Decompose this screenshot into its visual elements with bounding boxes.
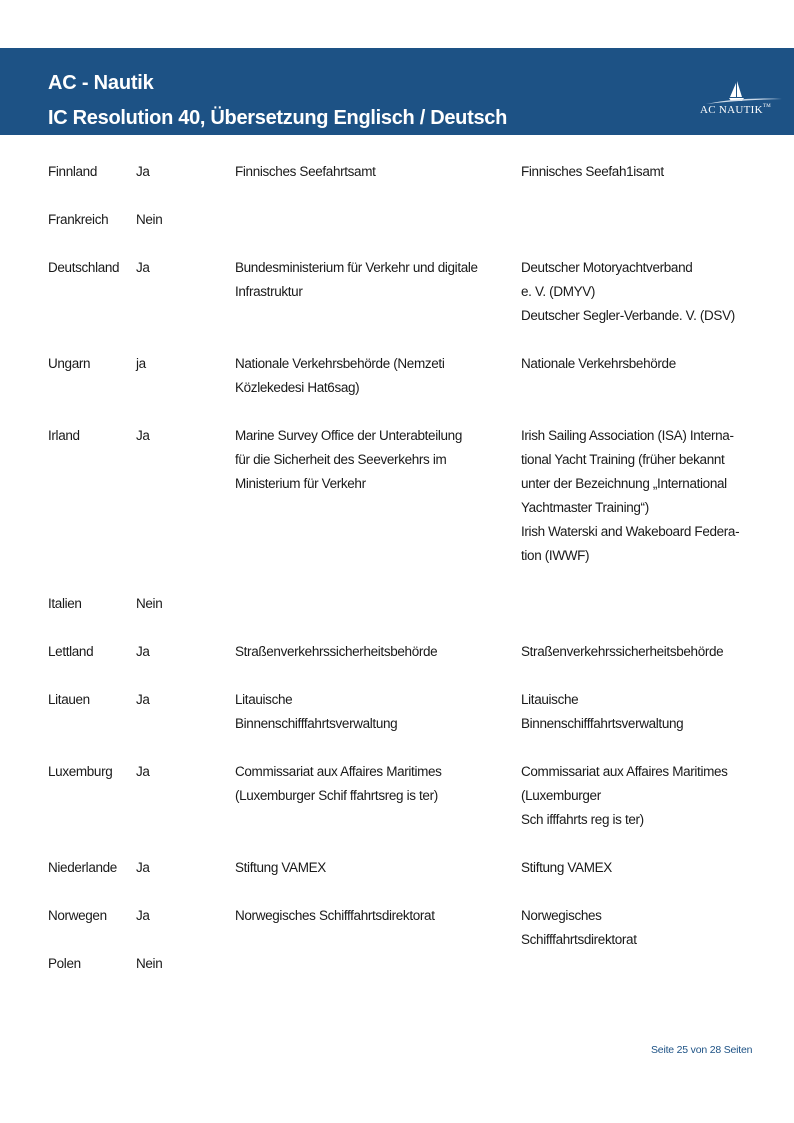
authority-cell (235, 688, 505, 736)
authority-line: für die Sicherheit des Seeverkehrs im (235, 448, 505, 472)
ac-nautik-logo (700, 80, 784, 120)
answer-cell: Ja (136, 640, 226, 664)
organization-line: Norwegisches (521, 904, 761, 928)
authority-cell (235, 256, 505, 304)
country-cell: Deutschland (48, 256, 136, 280)
sailboat-icon (700, 80, 784, 106)
authority-line: Straßenverkehrssicherheitsbehörde (235, 640, 505, 664)
organization-line: Sch ifffahrts reg is ter) (521, 808, 761, 832)
organization-line: (Luxemburger (521, 784, 761, 808)
authority-line: Finnisches Seefahrtsamt (235, 160, 505, 184)
authority-cell (235, 904, 505, 928)
organization-line: Irish Sailing Association (ISA) Interna- (521, 424, 761, 448)
organization-line: Straßenverkehrssicherheitsbehörde (521, 640, 761, 664)
authority-cell (235, 856, 505, 880)
organization-cell (521, 856, 761, 880)
answer-cell: Ja (136, 904, 226, 928)
answer-cell: Nein (136, 592, 226, 616)
country-cell: Frankreich (48, 208, 136, 232)
authority-line: Norwegisches Schifffahrtsdirektorat (235, 904, 505, 928)
organization-cell (521, 904, 761, 952)
answer-cell: Nein (136, 208, 226, 232)
organization-line: tion (IWWF) (521, 544, 761, 568)
organization-line: unter der Bezeichnung „International (521, 472, 761, 496)
answer-cell: Ja (136, 856, 226, 880)
organization-line: Nationale Verkehrsbehörde (521, 352, 761, 376)
authority-line: Marine Survey Office der Unterabteilung (235, 424, 505, 448)
answer-cell: Ja (136, 160, 226, 184)
authority-line: Stiftung VAMEX (235, 856, 505, 880)
organization-line: Litauische (521, 688, 761, 712)
authority-cell (235, 640, 505, 664)
authority-cell (235, 760, 505, 808)
organization-line: Irish Waterski and Wakeboard Federa- (521, 520, 761, 544)
answer-cell: Nein (136, 952, 226, 976)
organization-line: Schifffahrtsdirektorat (521, 928, 761, 952)
page-number: Seite 25 von 28 Seiten (651, 1044, 752, 1056)
country-cell: Norwegen (48, 904, 136, 928)
answer-cell: Ja (136, 424, 226, 448)
organization-line: tional Yacht Training (früher bekannt (521, 448, 761, 472)
authority-line: Infrastruktur (235, 280, 505, 304)
organization-line: Deutscher Segler-Verbande. V. (DSV) (521, 304, 761, 328)
authority-line: Commissariat aux Affaires Maritimes (235, 760, 505, 784)
country-cell: Polen (48, 952, 136, 976)
organization-line: Deutscher Motoryachtverband (521, 256, 761, 280)
authority-line: Litauische (235, 688, 505, 712)
answer-cell: Ja (136, 256, 226, 280)
country-cell: Irland (48, 424, 136, 448)
organization-line: Binnenschifffahrtsverwaltung (521, 712, 761, 736)
logo-text: AC NAUTIKTM (700, 104, 784, 116)
country-cell: Litauen (48, 688, 136, 712)
authority-cell (235, 424, 505, 496)
answer-cell: ja (136, 352, 226, 376)
authority-line: Közlekedesi Hat6sag) (235, 376, 505, 400)
header-title: AC - Nautik (48, 72, 154, 95)
header-subtitle: IC Resolution 40, Übersetzung Englisch / Deutsch (48, 107, 507, 130)
organization-line: Finnisches Seefah1isamt (521, 160, 761, 184)
authority-line: Bundesministerium für Verkehr und digitale (235, 256, 505, 280)
organization-cell (521, 352, 761, 376)
organization-cell (521, 640, 761, 664)
country-cell: Italien (48, 592, 136, 616)
organization-line: Yachtmaster Training“) (521, 496, 761, 520)
authority-cell (235, 352, 505, 400)
organization-cell (521, 424, 761, 568)
answer-cell: Ja (136, 760, 226, 784)
authority-line: (Luxemburger Schif ffahrtsreg is ter) (235, 784, 505, 808)
country-cell: Ungarn (48, 352, 136, 376)
country-cell: Luxemburg (48, 760, 136, 784)
organization-line: Stiftung VAMEX (521, 856, 761, 880)
organization-cell (521, 760, 761, 832)
authority-line: Ministerium für Verkehr (235, 472, 505, 496)
authority-cell (235, 160, 505, 184)
organization-cell (521, 256, 761, 328)
organization-cell (521, 688, 761, 736)
authority-line: Binnenschifffahrtsverwaltung (235, 712, 505, 736)
organization-line: e. V. (DMYV) (521, 280, 761, 304)
organization-cell (521, 160, 761, 184)
document-header (0, 48, 794, 135)
answer-cell: Ja (136, 688, 226, 712)
authority-line: Nationale Verkehrsbehörde (Nemzeti (235, 352, 505, 376)
organization-line: Commissariat aux Affaires Maritimes (521, 760, 761, 784)
country-cell: Lettland (48, 640, 136, 664)
country-cell: Niederlande (48, 856, 136, 880)
country-cell: Finnland (48, 160, 136, 184)
